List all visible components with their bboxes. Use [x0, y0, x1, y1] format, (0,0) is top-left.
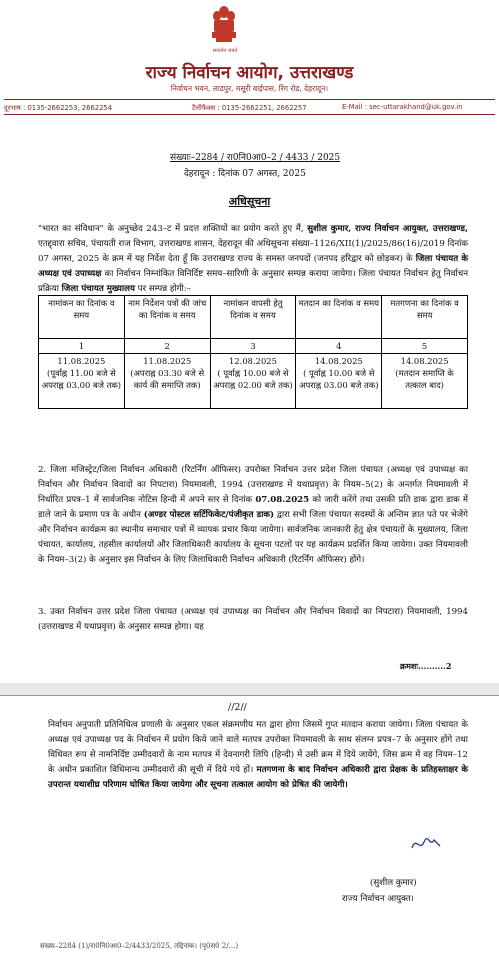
schedule-date: 14.08.2025 — [400, 356, 449, 366]
page-separator — [0, 683, 499, 695]
column-number: 1 — [39, 339, 125, 354]
schedule-cell — [39, 354, 125, 409]
phone-number: दूरभाष : 0135-2662253, 2662254 — [4, 104, 113, 112]
schedule-cell — [210, 354, 296, 409]
column-number: 3 — [210, 339, 296, 354]
header-divider — [4, 99, 495, 100]
schedule-date: 12.08.2025 — [229, 356, 277, 366]
national-emblem-icon — [208, 4, 240, 48]
schedule-cell — [124, 354, 210, 409]
column-number: 2 — [124, 339, 210, 354]
schedule-time: (पूर्वाह्न 11.00 बजे से अपराह्न 03.00 बजे तक) — [41, 368, 122, 390]
column-header: नामांकन का दिनांक व समय — [39, 296, 125, 339]
signer-name: (सुशील कुमार) — [370, 878, 417, 888]
paragraph-1: "भारत का संविधान" के अनुच्छेद 243–ट में प्रदत्त शक्तियों का प्रयोग करते हुए मैं, सुशील कुमार, राज्य निर्वाचन आयुक्त, उत्तराखण्ड, एतद्द्वारा सचिव, पंचायती राज विभाग, उत्तराखण्ड शासन, देहरादून की अधिसूचना संख्या–1126/XII(1)/2025/86(16)/2019 दिनांक 07 अगस्त, 2025 के क्रम में यह निर्देश देता हूँ कि उत्तराखण्ड राज्य के समस्त जनपदों (जनपद हरिद्वार को छोड़कर) के जिला पंचायत के अध्यक्ष एवं उपाध्यक्ष का निर्वाचन निम्नांकित विनिर्दिष्ट समय–सारिणी के अनुसार सम्पन्न कराया जायेगा। जिला पंचायत निर्वाचन हेतु निर्वाचन प्रक्रिया जिला पंचायत मुख्यालय पर सम्पन्न होगी:– — [38, 224, 469, 294]
emblem-caption: सत्यमेव जयते — [212, 48, 238, 54]
schedule-date: 14.08.2025 — [314, 356, 363, 366]
table-row — [39, 339, 468, 354]
schedule-time: (मतदान समाप्ति के तत्काल बाद) — [395, 368, 454, 390]
election-schedule-table — [38, 295, 468, 409]
column-header: मतदान का दिनांक व समय — [296, 296, 382, 339]
schedule-time: ( पूर्वाह्न 10.00 बजे से अपराह्न 03.00 बजे तक) — [299, 368, 379, 390]
org-title: राज्य निर्वाचन आयोग, उत्तराखण्ड — [145, 63, 354, 83]
schedule-time: (अपराह्न 03.30 बजे से कार्य की समाप्ति तक) — [130, 368, 205, 390]
continued-label: क्रमशः..........2 — [400, 661, 452, 671]
org-address: निर्वाचन भवन, लाडपुर, मसूरी बाईपास, रिंग रोड, देहरादून। — [170, 84, 329, 93]
column-number: 4 — [296, 339, 382, 354]
email-address[interactable]: E-Mail : sec-uttarakhand@uk.gov.in — [342, 103, 463, 111]
truncated-footer-line: संख्या–2284 (1)/रा0नि0आ0–2/4433/2025, तद्दिनांक। (पृ0स0 2/...) — [40, 942, 239, 950]
handwritten-signature — [410, 834, 444, 854]
page-two — [0, 695, 499, 956]
column-header: मतगणना का दिनांक व समय — [382, 296, 468, 339]
paragraph-3: 3. उक्त निर्वाचन उत्तर प्रदेश जिला पंचायत (अध्यक्ष एवं उपाध्यक्ष का निर्वाचन और निर्वाचन विवादों का निपटारा) नियमावली, 1994 (उत्तराखण्ड में यथाप्रवृत्त) के अनुसार सम्पन्न होगा। यह — [38, 607, 468, 632]
schedule-time: ( पूर्वाह्न 10.00 बजे से अपराह्न 02.00 बजे तक) — [213, 368, 293, 390]
place-date: देहरादून : दिनांक 07 अगस्त, 2025 — [184, 169, 306, 179]
signer-title: राज्य निर्वाचन आयुक्त। — [342, 894, 414, 904]
table-row — [39, 354, 468, 409]
schedule-date: 11.08.2025 — [143, 356, 192, 366]
paragraph-2: 2. जिला मजिस्ट्रेट/जिला निर्वाचन अधिकारी (रिटर्निंग ऑफिसर) उपरोक्त निर्वाचन उत्तर प्रदेश जिला पंचायत (अध्यक्ष एवं उपाध्यक्ष का निर्वाचन और निर्वाचन विवादों का निपटारा) नियमावली, 1994 (उत्तराखण्ड में यथाप्रवृत्त) के नियम–5(2) के अन्तर्गत नियमावली में निर्धारित प्रपत्र–1 में सार्वजनिक नोटिस हिन्दी में अपने स्तर से दिनांक 07.08.2025 को जारी करेंगे तथा उसकी प्रति डाक द्वारा डाक में डाले जाने के प्रमाण पत्र के अधीन (अण्डर पोस्टल सर्टिफिकेट/पंजीकृत डाक) द्वारा सभी जिला पंचायत सदस्यों के अन्तिम ज्ञात पते पर भेजेंगे और निर्वाचन कार्यक्रम का स्थानीय समाचार पत्रों में व्यापक प्रचार किया जायेगा। सार्वजनिक जानकारी हेतु क्षेत्र पंचायतों के मुख्यालय, जिला पंचायत, कार्यालय, तहसील कार्यालयों और जिलाधिकारी कार्यालय के सूचना पटलों पर यह कार्यक्रम प्रदर्शित किया जायेगा। उक्त नियमावली के नियम–3(2) के अनुसार इस निर्वाचन के लिए जिलाधिकारी निर्वाचन अधिकारी (रिटर्निंग ऑफिसर) होंगे। — [38, 465, 469, 565]
column-header: नाम निर्देशन पत्रों की जांच का दिनांक व समय — [124, 296, 210, 339]
column-header: नामांकन वापसी हेतु दिनांक व समय — [210, 296, 296, 339]
document-heading: अधिसूचना — [228, 195, 271, 208]
schedule-cell — [382, 354, 468, 409]
header-divider-bottom — [4, 114, 495, 115]
paragraph-continued: निर्वाचन अनुपाती प्रतिनिधित्व प्रणाली के अनुसार एकल संक्रमणीय मत द्वारा होगा जिसमें गुप्त मतदान कराया जायेगा। जिला पंचायत के अध्यक्ष एवं उपाध्यक्ष पद के निर्वाचन में प्रयोग किये जाने वाले मतपत्र उपरोक्त नियमावली के साथ संलग्न प्रपत्र–7 के अनुसार होंगे तथा विधिवत रूप से नामनिर्दिष्ट उम्मीदवारों के नाम मतपत्र में देवनागरी लिपि (हिन्दी) में उसी क्रम में दिये जायेंगे, जिस क्रम में वह नियम–12 के अधीन प्रकाशित विधिमान्य उम्मीदवारों की सूची में दिये गये हों। मतगणना के बाद निर्वाचन अधिकारी द्वारा प्रेक्षक के प्रतिहस्ताक्षर के उपरान्त यथाशीघ्र परिणाम घोषित किया जायेगा और सूचना तत्काल आयोग को प्रेषित की जायेगी। — [48, 720, 468, 790]
column-number: 5 — [382, 339, 468, 354]
schedule-cell — [296, 354, 382, 409]
schedule-date: 11.08.2025 — [57, 356, 106, 366]
page-number-marker: //2// — [228, 702, 247, 713]
reference-number: संख्याः–2284 / रा0नि0आ0–2 / 4433 / 2025 — [170, 153, 341, 163]
fax-number: टैलीफैक्स : 0135-2662251, 2662257 — [192, 104, 307, 112]
table-header-row — [39, 296, 468, 339]
